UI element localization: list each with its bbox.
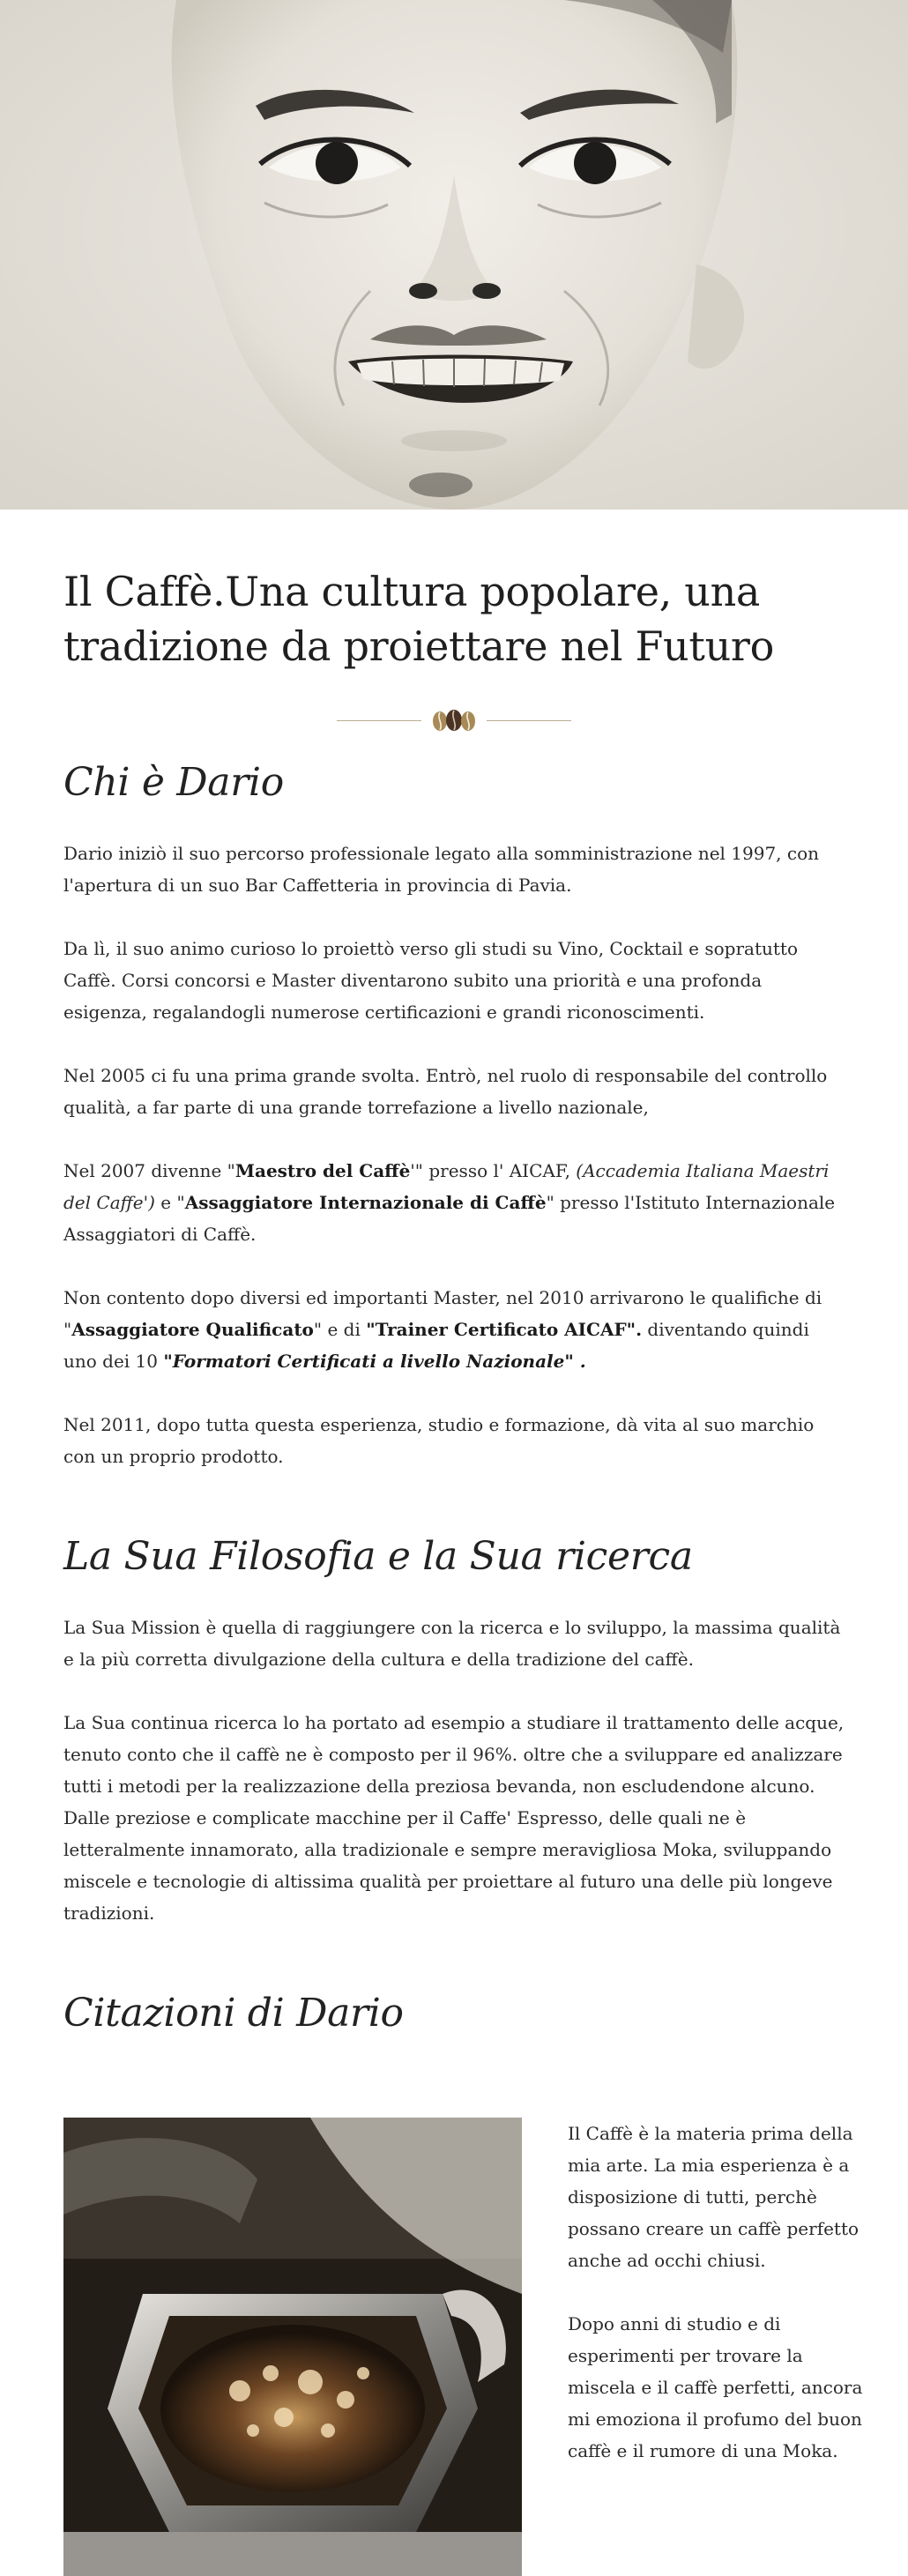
- section-heading: La Sua Filosofia e la Sua ricerca: [63, 1534, 693, 1579]
- quote-row: [63, 2118, 863, 2576]
- portrait-image: [0, 0, 908, 510]
- hero-portrait: [0, 0, 908, 510]
- section-heading: Chi è Dario: [63, 760, 284, 805]
- coffee-bean-divider: [63, 707, 845, 733]
- section-filosofia: [63, 1532, 845, 1929]
- section-chi-e-dario: [63, 758, 845, 1472]
- paragraph: Nel 2005 ci fu una prima grande svolta. Entrò, nel ruolo di responsabile del controllo qualità, a far parte di una grande torrefazione a livello nazionale,: [63, 1065, 828, 1118]
- quote: Il Caffè è la materia prima della mia arte. La mia esperienza è a disposizione di tutti, perchè possano creare un caffè perfetto anche ad occhi chiusi.: [568, 2123, 860, 2271]
- quote-text: [568, 2118, 867, 2467]
- paragraph: La Sua continua ricerca lo ha portato ad esempio a studiare il trattamento delle acque, tenuto conto che il caffè ne è composto per il 96%. oltre che a sviluppare ed analizzare tutti i metodi per la realizzazione della preziosa bevanda, non escludendone alcuno. Dalle preziose e complicate macchine per il Caffe' Espresso, delle quali ne è letteralmente innamorato, alla tradizionale e sempre meravigliosa Moka, sviluppando miscele e tecnologie di altissima qualità per proiettare al futuro una delle più longeve tradizioni.: [63, 1712, 845, 1924]
- coffee-beans-icon: [427, 709, 481, 732]
- main-content: [0, 564, 908, 2576]
- paragraph: Nel 2007 divenne "Maestro del Caffè'" presso l' AICAF, (Accademia Italiana Maestri del Caffe') e "Assaggiatore Internazionale di Caffè" presso l'Istituto Internazionale Assaggiatori di Caffè.: [63, 1160, 836, 1245]
- quote: Dopo anni di studio e di esperimenti per trovare la miscela e il caffè perfetti, ancora mi emoziona il profumo del buon caffè e il rumore di una Moka.: [568, 2313, 863, 2461]
- divider-line-right: [487, 720, 571, 721]
- paragraph: Nel 2011, dopo tutta questa esperienza, studio e formazione, dà vita al suo marchio con un proprio prodotto.: [63, 1414, 815, 1467]
- paragraph: Dario iniziò il suo percorso professionale legato alla somministrazione nel 1997, con l'apertura di un suo Bar Caffetteria in provincia di Pavia.: [63, 843, 820, 896]
- paragraph: La Sua Mission è quella di raggiungere con la ricerca e lo sviluppo, la massima qualità e la più corretta divulgazione della cultura e della tradizione del caffè.: [63, 1617, 841, 1670]
- paragraph: Non contento dopo diversi ed importanti Master, nel 2010 arrivarono le qualifiche di "Assaggiatore Qualificato" e di "Trainer Certificato AICAF". diventando quindi uno dei 10 "Formatori Certificati a livello Nazionale" .: [63, 1287, 822, 1372]
- section-citazioni: [63, 1989, 863, 2576]
- paragraph: Da lì, il suo animo curioso lo proiettò verso gli studi su Vino, Cocktail e sopratutto Caffè. Corsi concorsi e Master diventarono subito una priorità e una profonda esigenza, regalandogli numerose certificazioni e grandi riconoscimenti.: [63, 938, 798, 1023]
- section-heading: Citazioni di Dario: [63, 1991, 404, 2036]
- moka-coffee-image: [63, 2118, 522, 2576]
- divider-line-left: [337, 720, 421, 721]
- page-title: Il Caffè.Una cultura popolare, una tradizione da proiettare nel Futuro: [63, 568, 774, 670]
